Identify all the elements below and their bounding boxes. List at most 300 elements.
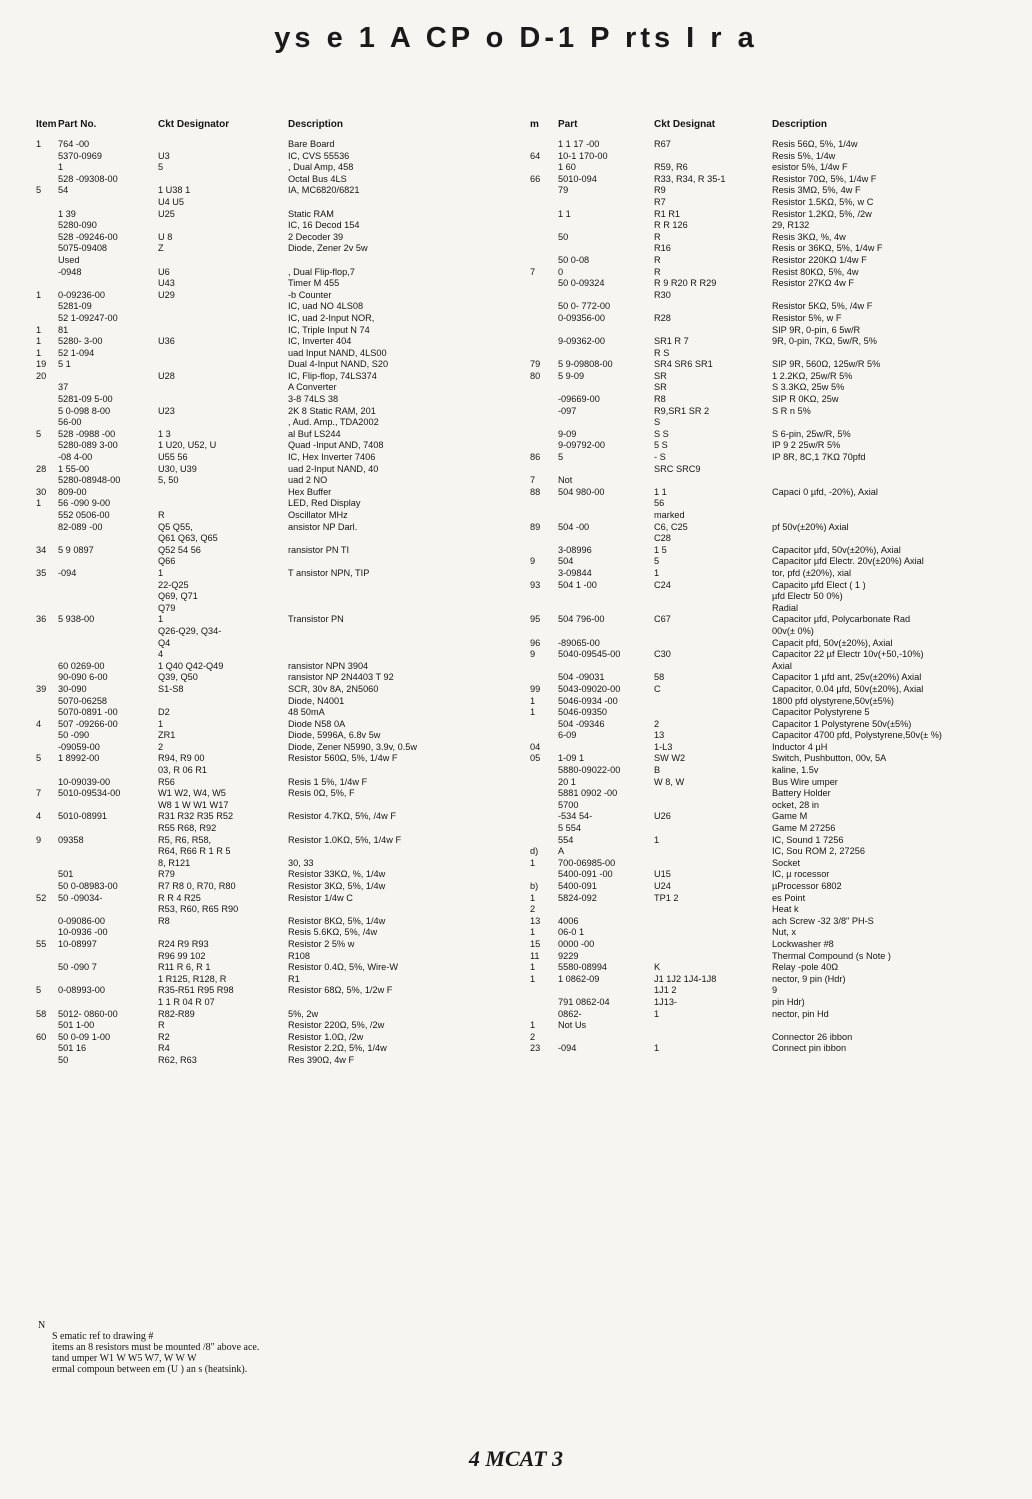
- ckt-designator-cell: R30: [654, 289, 671, 300]
- description-cell: IC, Sou ROM 2, 27256: [772, 846, 865, 857]
- ckt-designator-cell: U25: [158, 208, 175, 219]
- table-row: [30, 765, 500, 777]
- table-row: [524, 371, 1014, 383]
- description-cell: ansistor NP Darl.: [288, 521, 358, 532]
- ckt-designator-cell: R67: [654, 139, 671, 149]
- ckt-designator-cell: R: [654, 266, 661, 277]
- description-cell: LED, Red Display: [288, 498, 361, 509]
- ckt-designator-cell: C28: [654, 533, 671, 544]
- part-no-cell: 700-06985-00: [558, 857, 616, 868]
- part-no-cell: 50 0-09 1-00: [58, 1031, 111, 1042]
- table-row: [30, 1020, 500, 1032]
- part-no-cell: 1 60: [558, 162, 576, 173]
- item-cell: 1: [530, 707, 536, 718]
- part-no-cell: 5075-09408: [58, 243, 108, 254]
- description-cell: Lockwasher #8: [772, 938, 834, 949]
- header-ckt-designator: Ckt Designator: [158, 119, 230, 130]
- description-cell: Res 390Ω, 4w F: [288, 1054, 355, 1065]
- ckt-designator-cell: 1: [158, 614, 164, 625]
- part-no-cell: 1 1 17 -00: [558, 139, 600, 149]
- part-no-cell: 809-00: [58, 486, 87, 497]
- description-cell: Capacitor 4700 pfd, Polystyrene,50v(± %): [772, 730, 942, 741]
- description-cell: Resis or 36KΩ, 5%, 1/4w F: [772, 243, 883, 254]
- ckt-designator-cell: R9,SR1 SR 2: [654, 405, 710, 416]
- table-row: [524, 556, 1014, 568]
- item-cell: 60: [36, 1031, 47, 1042]
- part-no-cell: 504: [558, 556, 574, 567]
- part-no-cell: 09358: [58, 834, 84, 845]
- part-no-cell: 528 -09246-00: [58, 231, 118, 242]
- table-row: [524, 174, 1014, 186]
- ckt-designator-cell: 8, R121: [158, 857, 191, 868]
- part-no-cell: 5070-0891 -00: [58, 707, 118, 718]
- part-no-cell: 6-09: [558, 730, 577, 741]
- table-row: [30, 835, 500, 847]
- ckt-designator-cell: R53, R60, R65 R90: [158, 904, 239, 915]
- description-cell: IP 9 2 25w/R 5%: [772, 440, 841, 451]
- description-cell: Resistor 70Ω, 5%, 1/4w F: [772, 173, 877, 184]
- table-row: [524, 301, 1014, 313]
- part-no-cell: 50 0-08983-00: [58, 881, 118, 891]
- description-cell: Capacitor µfd Electr. 20v(±20%) Axial: [772, 556, 924, 567]
- table-row: [524, 197, 1014, 209]
- item-cell: 1: [530, 927, 536, 938]
- description-cell: Bare Board: [288, 139, 335, 149]
- ckt-designator-cell: R S: [654, 347, 670, 358]
- ckt-designator-cell: SR: [654, 382, 667, 393]
- description-cell: Switch, Pushbutton, 00v, 5A: [772, 753, 887, 764]
- ckt-designator-cell: 5 S: [654, 440, 668, 451]
- part-no-cell: 52 1-09247-00: [58, 312, 118, 323]
- ckt-designator-cell: R11 R 6, R 1: [158, 962, 211, 973]
- table-row: [30, 510, 500, 522]
- ckt-designator-cell: R16: [654, 243, 671, 254]
- description-cell: Bus Wire umper: [772, 776, 838, 787]
- part-no-cell: 5 554: [558, 823, 581, 834]
- table-row: [30, 382, 500, 394]
- description-cell: Resistor 2 5% w: [288, 938, 355, 949]
- table-row: [524, 1032, 1014, 1044]
- ckt-designator-cell: C6, C25: [654, 521, 688, 532]
- ckt-designator-cell: R94, R9 00: [158, 753, 205, 764]
- part-no-cell: 5 9-09808-00: [558, 359, 613, 370]
- description-cell: IC, CVS 55536: [288, 150, 350, 161]
- item-cell: 9: [530, 649, 536, 660]
- part-no-cell: 5070-06258: [58, 695, 108, 706]
- part-no-cell: 5010-09534-00: [58, 788, 121, 799]
- item-cell: d): [530, 846, 539, 857]
- description-cell: Connector 26 ibbon: [772, 1031, 853, 1042]
- table-row: [30, 452, 500, 464]
- table-row: [30, 997, 500, 1009]
- ckt-designator-cell: C67: [654, 614, 671, 625]
- description-cell: Resistor 220Ω, 5%, /2w: [288, 1020, 385, 1031]
- description-cell: ocket, 28 in: [772, 799, 819, 810]
- ckt-designator-cell: 1 1: [654, 486, 667, 497]
- item-cell: 1: [530, 962, 536, 973]
- table-row: [524, 916, 1014, 928]
- part-no-cell: 1 55-00: [58, 463, 90, 474]
- description-cell: Battery Holder: [772, 788, 831, 799]
- table-row: [524, 255, 1014, 267]
- table-row: [524, 753, 1014, 765]
- ckt-designator-cell: R62, R63: [158, 1054, 197, 1065]
- table-row: [30, 267, 500, 279]
- item-cell: 5: [36, 753, 42, 764]
- description-cell: , Aud. Amp., TDA2002: [288, 417, 379, 428]
- description-cell: al Buf LS244: [288, 428, 341, 439]
- ckt-designator-cell: U36: [158, 336, 175, 347]
- table-row: [30, 823, 500, 835]
- table-row: [30, 893, 500, 905]
- item-cell: 36: [36, 614, 47, 625]
- description-cell: Capacit pfd, 50v(±20%), Axial: [772, 637, 893, 648]
- table-row: [524, 742, 1014, 754]
- part-no-cell: 5010-094: [558, 173, 597, 184]
- description-cell: ransistor NPN 3904: [288, 660, 369, 671]
- table-row: [524, 313, 1014, 325]
- part-no-cell: 81: [58, 324, 69, 335]
- table-row: [30, 614, 500, 626]
- item-cell: 35: [36, 567, 47, 578]
- description-cell: Diode, N4001: [288, 695, 345, 706]
- ckt-designator-cell: U 8: [158, 231, 173, 242]
- description-cell: Relay -pole 40Ω: [772, 962, 839, 973]
- item-cell: 1: [530, 1020, 536, 1031]
- table-row: [524, 638, 1014, 650]
- table-row: [30, 174, 500, 186]
- description-cell: Capacitor µfd, 50v(±20%), Axial: [772, 544, 901, 555]
- part-no-cell: 5280-089 3-00: [58, 440, 118, 451]
- table-row: [524, 939, 1014, 951]
- description-cell: nector, pin Hd: [772, 1008, 829, 1019]
- ckt-designator-cell: D2: [158, 707, 170, 718]
- ckt-designator-cell: U4 U5: [158, 196, 185, 207]
- table-row: [30, 672, 500, 684]
- description-cell: Diode, 5996A, 6.8v 5w: [288, 730, 381, 741]
- part-no-cell: 0-09086-00: [58, 915, 105, 926]
- ckt-designator-cell: 1 R125, R128, R: [158, 973, 227, 984]
- ckt-designator-cell: 5: [654, 556, 660, 567]
- description-cell: Quad -Input AND, 7408: [288, 440, 384, 451]
- item-cell: 1: [36, 324, 42, 335]
- part-no-cell: 554: [558, 834, 574, 845]
- table-row: [30, 626, 500, 638]
- table-row: [30, 151, 500, 163]
- item-cell: 7: [530, 266, 536, 277]
- item-cell: 1: [530, 695, 536, 706]
- table-row: [524, 811, 1014, 823]
- description-cell: Resis 5%, 1/4w: [772, 150, 836, 161]
- ckt-designator-cell: R7: [654, 196, 666, 207]
- table-row: [30, 962, 500, 974]
- part-no-cell: -09059-00: [58, 741, 100, 752]
- description-cell: R1: [288, 973, 300, 984]
- part-no-cell: 5043-09020-00: [558, 683, 621, 694]
- item-cell: 95: [530, 614, 541, 625]
- description-cell: 9: [772, 985, 778, 996]
- ckt-designator-cell: 1: [654, 567, 660, 578]
- page-footer: 4 MCAT 3: [468, 1446, 564, 1471]
- description-cell: tor, pfd (±20%), xial: [772, 567, 852, 578]
- part-no-cell: 507 -09266-00: [58, 718, 118, 729]
- ckt-designator-cell: 1 5: [654, 544, 667, 555]
- item-cell: 1: [36, 336, 42, 347]
- part-no-cell: 0: [558, 266, 564, 277]
- table-row: [30, 545, 500, 557]
- table-row: [30, 661, 500, 673]
- part-no-cell: 5: [558, 452, 564, 463]
- part-no-cell: Not: [558, 475, 573, 486]
- item-cell: 28: [36, 463, 47, 474]
- part-no-cell: 5580-08994: [558, 962, 608, 973]
- notes-heading: N: [38, 1320, 46, 1331]
- ckt-designator-cell: Q4: [158, 637, 171, 648]
- item-cell: 9: [36, 834, 42, 845]
- ckt-designator-cell: 4: [158, 649, 164, 660]
- table-row: [30, 753, 500, 765]
- part-no-cell: 52 1-094: [58, 347, 95, 358]
- table-row: [524, 719, 1014, 731]
- description-cell: Capacitor 1 µfd ant, 25v(±20%) Axial: [772, 672, 922, 683]
- description-cell: Axial: [772, 660, 792, 671]
- description-cell: pf 50v(±20%) Axial: [772, 521, 849, 532]
- description-cell: S 6-pin, 25w/R, 5%: [772, 428, 851, 439]
- table-row: [30, 568, 500, 580]
- table-row: [30, 707, 500, 719]
- table-row: [524, 707, 1014, 719]
- table-row: [30, 974, 500, 986]
- ckt-designator-cell: R55 R68, R92: [158, 823, 217, 834]
- table-row: [30, 487, 500, 499]
- description-cell: 30, 33: [288, 857, 314, 868]
- table-row: [524, 522, 1014, 534]
- item-cell: 55: [36, 938, 47, 949]
- item-cell: 79: [530, 359, 541, 370]
- ckt-designator-cell: C30: [654, 649, 671, 660]
- ckt-designator-cell: SR: [654, 370, 667, 381]
- ckt-designator-cell: 56: [654, 498, 665, 509]
- part-no-cell: 1 39: [58, 208, 76, 219]
- ckt-designator-cell: R1 R1: [654, 208, 681, 219]
- ckt-designator-cell: R8: [654, 394, 666, 405]
- description-cell: 1 2.2KΩ, 25w/R 5%: [772, 370, 853, 381]
- ckt-designator-cell: Z: [158, 243, 164, 254]
- notes-list: [38, 1331, 558, 1375]
- table-row: [524, 139, 1014, 151]
- table-row: [524, 464, 1014, 476]
- item-cell: 19: [36, 359, 47, 370]
- ckt-designator-cell: - S: [654, 452, 666, 463]
- part-no-cell: 5046-09350: [558, 707, 608, 718]
- table-row: [524, 997, 1014, 1009]
- description-cell: Resistor 1.0Ω, /2w: [288, 1031, 364, 1042]
- part-no-cell: 1 1: [558, 208, 571, 219]
- table-row: [524, 498, 1014, 510]
- table-row: [30, 777, 500, 789]
- table-row: [524, 220, 1014, 232]
- table-row: [524, 974, 1014, 986]
- table-row: [524, 661, 1014, 673]
- description-cell: 29, R132: [772, 220, 810, 231]
- ckt-designator-cell: Q79: [158, 602, 176, 613]
- table-row: [30, 869, 500, 881]
- part-no-cell: 10-08997: [58, 938, 97, 949]
- table-row: [30, 811, 500, 823]
- description-cell: 2 Decoder 39: [288, 231, 344, 242]
- description-cell: Inductor 4 µH: [772, 741, 828, 752]
- table-row: [30, 290, 500, 302]
- parts-table-left: [30, 119, 500, 1067]
- item-cell: 64: [530, 150, 541, 161]
- description-cell: Octal Bus 4LS: [288, 173, 347, 184]
- ckt-designator-cell: S1-S8: [158, 683, 184, 694]
- ckt-designator-cell: R 9 R20 R R29: [654, 278, 717, 289]
- description-cell: ach Screw -32 3/8" PH-S: [772, 915, 874, 926]
- item-cell: 20: [36, 370, 47, 381]
- description-cell: µfd Electr 50 0%): [772, 591, 843, 602]
- table-row: [30, 197, 500, 209]
- table-row: [30, 788, 500, 800]
- table-row: [524, 533, 1014, 545]
- description-cell: uad 2 NO: [288, 475, 328, 486]
- part-no-cell: 50 -090 7: [58, 962, 97, 973]
- description-cell: Resistor 5KΩ, 5%, /4w F: [772, 301, 873, 312]
- description-cell: IC, Sound 1 7256: [772, 834, 844, 845]
- table-row: [524, 765, 1014, 777]
- description-cell: SIP 9R, 560Ω, 125w/R 5%: [772, 359, 881, 370]
- part-no-cell: 56 -090 9-00: [58, 498, 111, 509]
- description-cell: 00v(± 0%): [772, 625, 814, 636]
- ckt-designator-cell: 1: [158, 718, 164, 729]
- ckt-designator-cell: R96 99 102: [158, 950, 206, 961]
- description-cell: Resistor 220KΩ 1/4w F: [772, 254, 867, 265]
- table-row: [30, 139, 500, 151]
- table-row: [524, 858, 1014, 870]
- part-no-cell: 5010-08991: [58, 811, 108, 822]
- part-no-cell: 9-09: [558, 428, 577, 439]
- ckt-designator-cell: 1 3: [158, 428, 171, 439]
- ckt-designator-cell: R31 R32 R35 R52: [158, 811, 234, 822]
- table-row: [524, 568, 1014, 580]
- table-row: [524, 927, 1014, 939]
- part-no-cell: 50 0-08: [558, 254, 590, 265]
- part-no-cell: 9-09362-00: [558, 336, 605, 347]
- ckt-designator-cell: U24: [654, 881, 671, 891]
- part-no-cell: 1-09 1: [558, 753, 585, 764]
- ckt-designator-cell: Q26-Q29, Q34-: [158, 625, 222, 636]
- table-row: [30, 429, 500, 441]
- ckt-designator-cell: Q66: [158, 556, 176, 567]
- item-cell: 88: [530, 486, 541, 497]
- ckt-designator-cell: ZR1: [158, 730, 176, 741]
- description-cell: Transistor PN: [288, 614, 344, 625]
- item-cell: 7: [36, 788, 42, 799]
- description-cell: Resistor 8KΩ, 5%, 1/4w: [288, 915, 386, 926]
- ckt-designator-cell: 1: [654, 834, 660, 845]
- ckt-designator-cell: SR4 SR6 SR1: [654, 359, 713, 370]
- item-cell: 1: [36, 139, 42, 149]
- table-row: [524, 696, 1014, 708]
- description-cell: A Converter: [288, 382, 337, 393]
- part-no-cell: 504 980-00: [558, 486, 605, 497]
- part-no-cell: 504 796-00: [558, 614, 605, 625]
- table-row: [524, 603, 1014, 615]
- description-cell: IC, uad 2-Input NOR,: [288, 312, 375, 323]
- description-cell: Resistor 2.2Ω, 5%, 1/4w: [288, 1043, 387, 1054]
- table-body: [30, 139, 500, 1067]
- ckt-designator-cell: R64, R66 R 1 R 5: [158, 846, 231, 857]
- description-cell: Capacitor µfd, Polycarbonate Rad: [772, 614, 911, 625]
- description-cell: Hex Buffer: [288, 486, 332, 497]
- description-cell: Capacitor Polystyrene 5: [772, 707, 870, 718]
- item-cell: 2: [530, 904, 536, 915]
- part-no-cell: 501: [58, 869, 74, 880]
- part-no-cell: 5 9 0897: [58, 544, 94, 555]
- description-cell: SIP R 0KΩ, 25w: [772, 394, 839, 405]
- item-cell: 04: [530, 741, 541, 752]
- description-cell: Connect pin ibbon: [772, 1043, 847, 1054]
- table-row: [524, 267, 1014, 279]
- ckt-designator-cell: 1: [158, 567, 164, 578]
- description-cell: uad Input NAND, 4LS00: [288, 347, 387, 358]
- note-line: S ematic ref to drawing #: [52, 1331, 154, 1342]
- description-cell: Oscillator MHz: [288, 510, 348, 520]
- item-cell: 1: [36, 498, 42, 509]
- note-line: items an 8 resistors must be mounted /8" above ace.: [52, 1342, 260, 1353]
- part-no-cell: 0-09356-00: [558, 312, 605, 323]
- part-no-cell: 504 1 -00: [558, 579, 597, 590]
- description-cell: ransistor PN TI: [288, 544, 350, 555]
- description-cell: IA, MC6820/6821: [288, 185, 360, 196]
- ckt-designator-cell: 1J13-: [654, 996, 677, 1007]
- header-description: Description: [288, 119, 344, 130]
- part-no-cell: 50 -090: [58, 730, 90, 741]
- item-cell: b): [530, 881, 539, 891]
- table-row: [524, 232, 1014, 244]
- table-row: [524, 325, 1014, 337]
- description-cell: SCR, 30v 8A, 2N5060: [288, 683, 379, 694]
- description-cell: 2K 8 Static RAM, 201: [288, 405, 376, 416]
- table-row: [524, 672, 1014, 684]
- description-cell: Resistor 1/4w C: [288, 892, 353, 903]
- ckt-designator-cell: R: [158, 510, 165, 520]
- part-no-cell: 5700: [558, 799, 579, 810]
- part-no-cell: 50: [558, 231, 569, 242]
- description-cell: IC, Hex Inverter 7406: [288, 452, 376, 463]
- ckt-designator-cell: R82-R89: [158, 1008, 195, 1019]
- table-row: [30, 916, 500, 928]
- table-row: [30, 406, 500, 418]
- description-cell: nector, 9 pin (Hdr): [772, 973, 846, 984]
- table-row: [30, 313, 500, 325]
- part-no-cell: 501 1-00: [58, 1020, 95, 1031]
- description-cell: Socket: [772, 857, 801, 868]
- table-row: [524, 649, 1014, 661]
- part-no-cell: 20 1: [558, 776, 576, 787]
- ckt-designator-cell: C24: [654, 579, 671, 590]
- part-no-cell: 0-08993-00: [58, 985, 105, 996]
- description-cell: Capacitor 22 µf Electr 10v(+50,-10%): [772, 649, 924, 660]
- description-cell: Resis 5.6KΩ, 5%, /4w: [288, 927, 378, 938]
- ckt-designator-cell: marked: [654, 510, 685, 520]
- item-cell: 58: [36, 1008, 47, 1019]
- item-cell: 52: [36, 892, 47, 903]
- table-row: [524, 730, 1014, 742]
- description-cell: Resistor 68Ω, 5%, 1/2w F: [288, 985, 393, 996]
- table-row: [524, 777, 1014, 789]
- ckt-designator-cell: 1 1 R 04 R 07: [158, 996, 215, 1007]
